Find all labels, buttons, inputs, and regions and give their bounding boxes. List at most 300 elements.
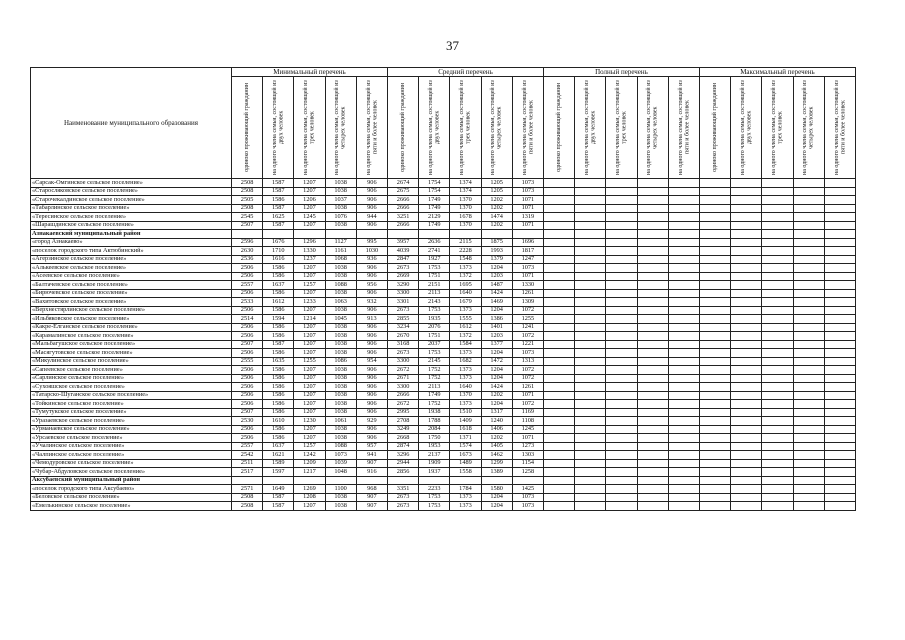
value-cell: 1100 [325,485,356,494]
value-cell: 954 [356,357,387,366]
subcolumn-header [543,77,574,179]
value-cell [637,383,668,392]
municipality-name: «Чубар-Абдуловское сельское поселение» [31,468,232,477]
value-cell: 1875 [481,238,512,247]
value-cell [606,383,637,392]
value-cell: 1207 [294,204,325,213]
value-cell: 3300 [388,289,419,298]
value-cell [824,272,855,281]
value-cell: 1245 [512,425,543,434]
value-cell: 1255 [294,357,325,366]
value-cell [793,468,824,477]
value-cell [762,196,793,205]
value-cell [606,315,637,324]
value-cell: 3301 [388,298,419,307]
subcolumn-header [294,77,325,179]
value-cell [762,493,793,502]
value-cell [762,179,793,188]
value-cell: 1953 [419,442,450,451]
value-cell [606,425,637,434]
subcolumn-header [232,77,263,179]
table-row [31,451,856,460]
subcolumn-header [356,77,387,179]
value-cell [699,196,730,205]
value-cell [793,408,824,417]
value-cell [543,374,574,383]
municipality-name: «Учалинское сельское поселение» [31,442,232,451]
table-row [31,323,856,332]
value-cell [543,502,574,511]
value-cell [668,502,699,511]
municipality-name: «Сарлинское сельское поселение» [31,374,232,383]
value-cell: 1637 [263,442,294,451]
value-cell [699,442,730,451]
value-cell [762,502,793,511]
value-cell [731,213,762,222]
value-cell: 1207 [294,332,325,341]
value-cell: 1202 [481,196,512,205]
value-cell: 2506 [232,332,263,341]
value-cell: 1207 [294,374,325,383]
value-cell [606,468,637,477]
value-cell: 2708 [388,417,419,426]
value-cell [699,272,730,281]
value-cell: 1649 [263,485,294,494]
value-cell [699,298,730,307]
value-cell [699,221,730,230]
value-cell [668,434,699,443]
value-cell [543,306,574,315]
value-cell [793,417,824,426]
value-cell: 1640 [450,383,481,392]
value-cell: 1221 [512,340,543,349]
value-cell: 1618 [450,425,481,434]
value-cell: 1206 [294,196,325,205]
value-cell: 906 [356,179,387,188]
value-cell: 1073 [512,493,543,502]
value-cell: 1753 [419,306,450,315]
value-cell: 1938 [419,408,450,417]
value-cell [637,272,668,281]
value-cell [606,298,637,307]
value-cell: 1587 [263,502,294,511]
value-cell: 2076 [419,323,450,332]
value-cell [762,451,793,460]
municipality-name: «Старочекалдинское сельское поселение» [31,196,232,205]
value-cell [668,323,699,332]
value-cell: 1749 [419,221,450,230]
value-cell [606,230,637,239]
value-cell: 1751 [419,332,450,341]
value-cell: 906 [356,408,387,417]
value-cell: 2508 [232,204,263,213]
value-cell: 1207 [294,272,325,281]
value-cell: 1612 [450,323,481,332]
value-cell: 1373 [450,264,481,273]
table-row [31,179,856,188]
value-cell: 906 [356,349,387,358]
value-cell: 2506 [232,289,263,298]
subcolumn-header-label: на одного члена семьи, состоящей из четырех человек [646,80,659,175]
value-cell [606,238,637,247]
value-cell [731,332,762,341]
value-cell: 1207 [294,400,325,409]
value-cell [824,459,855,468]
value-cell: 1610 [263,417,294,426]
municipality-name: «Мальбагушское сельское поселение» [31,340,232,349]
value-cell [575,315,606,324]
value-cell [699,434,730,443]
value-cell: 1594 [263,315,294,324]
value-cell [793,238,824,247]
value-cell [575,408,606,417]
value-cell [543,459,574,468]
value-cell: 1474 [481,213,512,222]
value-cell: 1584 [450,340,481,349]
value-cell [668,213,699,222]
value-cell [512,230,543,239]
municipality-name: «Тумутукское сельское поселение» [31,408,232,417]
value-cell [731,391,762,400]
value-cell: 2673 [388,264,419,273]
value-cell [637,323,668,332]
value-cell: 1389 [481,468,512,477]
value-cell: 1038 [325,391,356,400]
value-cell: 906 [356,383,387,392]
table-row [31,391,856,400]
value-cell [606,434,637,443]
value-cell [793,502,824,511]
value-cell: 3957 [388,238,419,247]
value-cell: 2856 [388,468,419,477]
value-cell [824,374,855,383]
value-cell [668,281,699,290]
value-cell: 2508 [232,502,263,511]
value-cell [824,204,855,213]
value-cell: 1319 [512,213,543,222]
value-cell: 941 [356,451,387,460]
value-cell [606,400,637,409]
value-cell: 1330 [512,281,543,290]
value-cell [637,187,668,196]
value-cell [637,238,668,247]
value-cell: 2666 [388,391,419,400]
value-cell: 2545 [232,213,263,222]
value-cell: 1676 [263,238,294,247]
value-cell: 1679 [450,298,481,307]
value-cell: 1313 [512,357,543,366]
district-name: Азнакаевский муниципальный район [31,230,232,239]
subcolumn-header [824,77,855,179]
value-cell: 1071 [512,272,543,281]
value-cell: 2673 [388,306,419,315]
value-cell: 1072 [512,332,543,341]
value-cell: 2670 [388,332,419,341]
value-cell: 913 [356,315,387,324]
value-cell: 2506 [232,374,263,383]
value-cell [731,298,762,307]
value-cell: 1214 [294,315,325,324]
value-cell [699,213,730,222]
value-cell [637,391,668,400]
value-cell [575,272,606,281]
municipality-name: «Асеевское сельское поселение» [31,272,232,281]
value-cell [232,476,263,485]
subcolumn-header [325,77,356,179]
value-cell: 1088 [325,281,356,290]
value-cell: 906 [356,366,387,375]
value-cell [793,349,824,358]
value-cell [543,434,574,443]
value-cell: 1752 [419,366,450,375]
value-cell: 2672 [388,366,419,375]
value-cell [762,408,793,417]
name-column-header: Наименование муниципального образования [31,68,232,179]
value-cell [481,230,512,239]
value-cell [731,221,762,230]
value-cell [824,238,855,247]
value-cell: 906 [356,332,387,341]
value-cell: 1207 [294,306,325,315]
value-cell: 2137 [419,451,450,460]
value-cell: 1240 [481,417,512,426]
value-cell [543,340,574,349]
value-cell [824,221,855,230]
value-cell [699,332,730,341]
value-cell [824,247,855,256]
value-cell [762,272,793,281]
value-cell: 1586 [263,366,294,375]
table-row [31,187,856,196]
value-cell [543,485,574,494]
table-row [31,221,856,230]
table-row [31,264,856,273]
value-cell: 1203 [481,332,512,341]
municipality-name: «Сапеевское сельское поселение» [31,366,232,375]
value-cell: 1296 [294,238,325,247]
value-cell [762,323,793,332]
value-cell [575,476,606,485]
value-cell: 1038 [325,366,356,375]
value-cell: 1370 [450,196,481,205]
value-cell: 1752 [419,374,450,383]
value-cell: 1207 [294,383,325,392]
value-cell [575,179,606,188]
value-cell: 3300 [388,357,419,366]
value-cell: 2536 [232,255,263,264]
value-cell: 944 [356,213,387,222]
value-cell: 906 [356,425,387,434]
value-cell: 1073 [325,451,356,460]
value-cell [543,417,574,426]
value-cell [637,221,668,230]
value-cell: 1038 [325,340,356,349]
group-header: Максимальный перечень [699,68,855,77]
municipality-name: «Ильбяковское сельское поселение» [31,315,232,324]
value-cell [575,213,606,222]
value-cell: 1273 [512,442,543,451]
value-cell: 2084 [419,425,450,434]
value-cell [793,315,824,324]
value-cell: 2511 [232,459,263,468]
table-row [31,417,856,426]
value-cell: 1205 [481,179,512,188]
value-cell [606,213,637,222]
value-cell: 2143 [419,298,450,307]
value-cell: 1204 [481,400,512,409]
value-cell [606,442,637,451]
value-cell [543,238,574,247]
value-cell: 1169 [512,408,543,417]
value-cell [637,493,668,502]
value-cell: 1204 [481,502,512,511]
value-cell [637,196,668,205]
value-cell: 1261 [512,289,543,298]
value-cell [606,340,637,349]
value-cell [575,374,606,383]
value-cell: 1752 [419,400,450,409]
value-cell [668,221,699,230]
value-cell [325,230,356,239]
municipality-name: «Чалпинское сельское поселение» [31,451,232,460]
table-row [31,255,856,264]
value-cell [699,264,730,273]
value-cell: 1373 [450,374,481,383]
value-cell: 995 [356,238,387,247]
subcolumn-header-label: на одного члена семьи, состоящей из пяти и более человек [521,80,534,175]
value-cell [543,221,574,230]
value-cell [762,417,793,426]
value-cell [637,281,668,290]
value-cell [793,332,824,341]
value-cell: 1635 [263,357,294,366]
value-cell: 3168 [388,340,419,349]
value-cell [793,374,824,383]
municipality-name: «Табарлинское сельское поселение» [31,204,232,213]
value-cell [263,476,294,485]
value-cell [575,332,606,341]
value-cell: 1204 [481,493,512,502]
value-cell: 2669 [388,272,419,281]
value-cell [575,230,606,239]
value-cell: 1386 [481,315,512,324]
district-header-row [31,230,856,239]
value-cell [388,230,419,239]
value-cell [637,315,668,324]
group-header: Средний перечень [388,68,544,77]
value-cell [668,298,699,307]
value-cell: 1088 [325,442,356,451]
value-cell [793,357,824,366]
value-cell [824,213,855,222]
value-cell [824,468,855,477]
value-cell: 1208 [294,493,325,502]
value-cell [731,349,762,358]
value-cell [699,485,730,494]
value-cell [731,196,762,205]
value-cell [762,349,793,358]
value-cell: 1207 [294,391,325,400]
value-cell [824,383,855,392]
value-cell: 1574 [450,442,481,451]
value-cell: 1207 [294,221,325,230]
subcolumn-header-label: одиноко проживающий гражданин [555,83,562,172]
value-cell: 1406 [481,425,512,434]
value-cell [543,281,574,290]
value-cell: 2517 [232,468,263,477]
value-cell [575,340,606,349]
value-cell: 1640 [450,289,481,298]
value-cell: 1405 [481,442,512,451]
value-cell: 1753 [419,264,450,273]
value-cell [793,272,824,281]
value-cell [606,476,637,485]
subcolumn-header-label: на одного члена семьи, состоящей из четырех человек [490,80,503,175]
value-cell [824,400,855,409]
value-cell [762,289,793,298]
table-row [31,213,856,222]
value-cell [762,374,793,383]
value-cell [793,230,824,239]
value-cell [575,357,606,366]
value-cell [543,230,574,239]
value-cell [668,400,699,409]
value-cell [793,383,824,392]
value-cell [793,255,824,264]
value-cell [606,264,637,273]
value-cell: 1580 [481,485,512,494]
value-cell: 2145 [419,357,450,366]
value-cell: 1754 [419,179,450,188]
value-cell: 2506 [232,434,263,443]
value-cell: 2506 [232,349,263,358]
value-cell [637,434,668,443]
value-cell [668,238,699,247]
value-cell: 2113 [419,383,450,392]
value-cell [543,323,574,332]
value-cell: 1207 [294,349,325,358]
value-cell [637,400,668,409]
value-cell [699,230,730,239]
value-cell: 1586 [263,383,294,392]
value-cell [762,264,793,273]
value-cell: 1038 [325,323,356,332]
value-cell [668,459,699,468]
value-cell: 1073 [512,264,543,273]
value-cell: 1207 [294,366,325,375]
value-cell: 2530 [232,417,263,426]
value-cell: 4039 [388,247,419,256]
value-cell [731,238,762,247]
municipality-name: «Сарсак-Омгинское сельское поселение» [31,179,232,188]
value-cell [824,187,855,196]
value-cell: 1587 [263,340,294,349]
value-cell: 2113 [419,289,450,298]
value-cell: 1038 [325,502,356,511]
value-cell: 1030 [356,247,387,256]
value-cell: 2506 [232,264,263,273]
value-cell: 2557 [232,281,263,290]
subcolumn-header [606,77,637,179]
value-cell [294,230,325,239]
table-row [31,366,856,375]
table-row [31,196,856,205]
value-cell: 2507 [232,408,263,417]
value-cell [699,357,730,366]
value-cell [699,502,730,511]
value-cell: 906 [356,323,387,332]
value-cell: 1038 [325,204,356,213]
